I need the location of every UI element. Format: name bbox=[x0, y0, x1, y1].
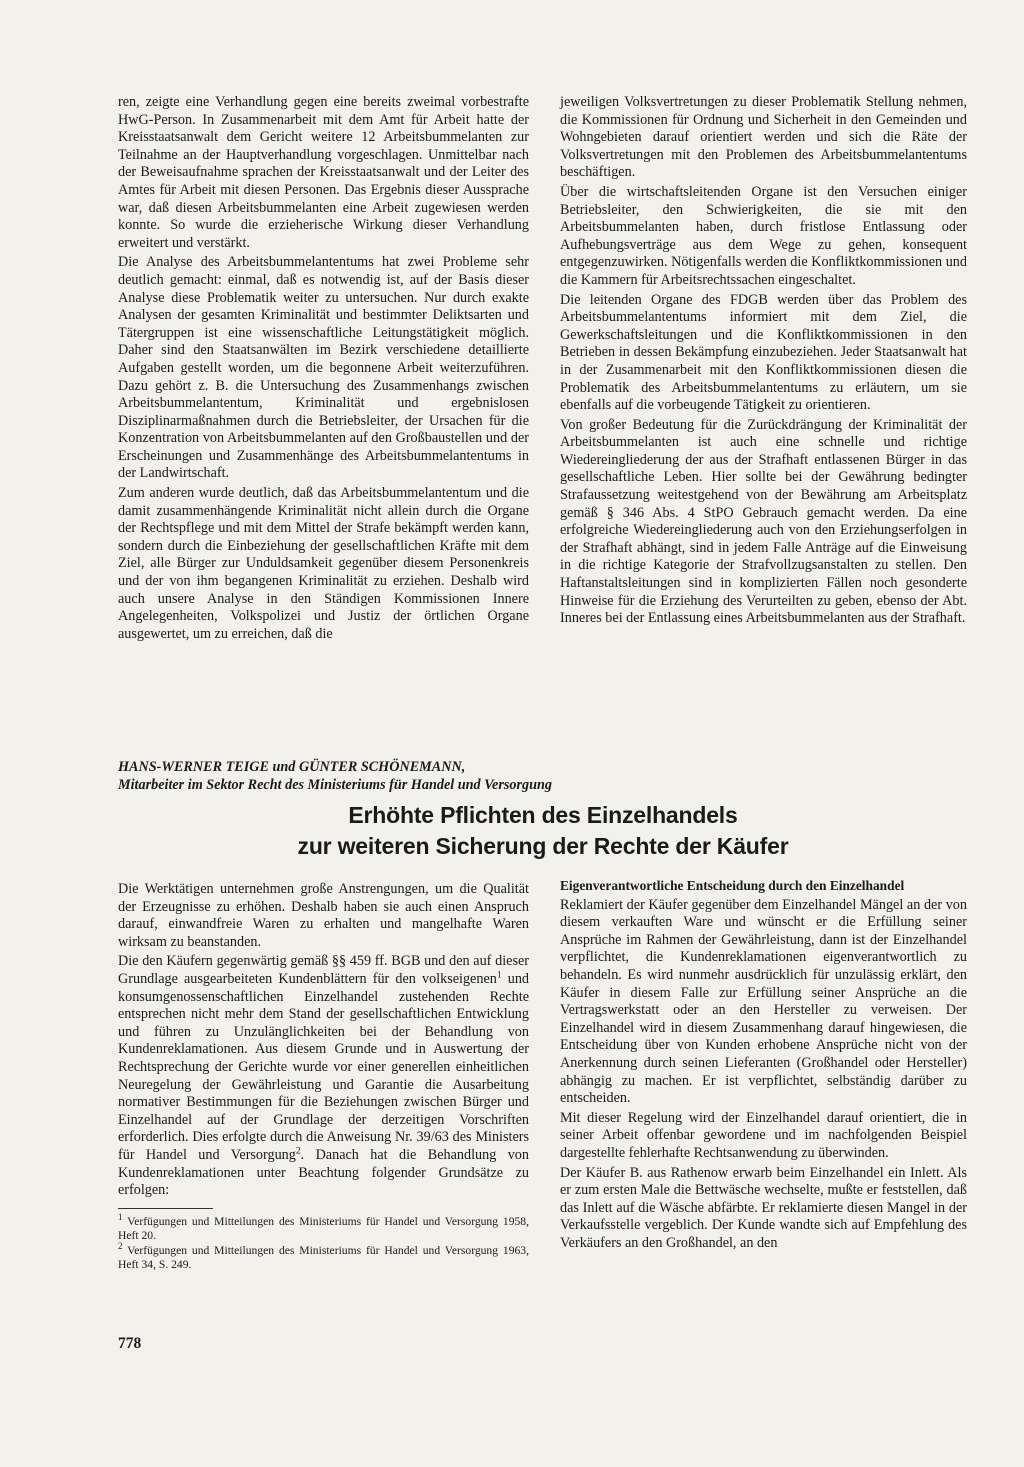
footnote-text: Verfügungen und Mitteilungen des Ministeriums für Handel und Versorgung 1963, Heft 34, S. 249. bbox=[118, 1243, 529, 1271]
article-byline bbox=[118, 758, 978, 794]
footnote bbox=[118, 1211, 529, 1243]
paragraph-text: Die den Käufern gegenwärtig gemäß §§ 459 ff. BGB und den auf dieser Grundlage ausgearbeiteten Kundenblättern für den volkseigenen bbox=[118, 953, 529, 987]
page-number: 778 bbox=[118, 1335, 142, 1352]
byline-authors: HANS-WERNER TEIGE und GÜNTER SCHÖNEMANN, bbox=[118, 759, 466, 775]
paragraph: Die Werktätigen unternehmen große Anstrengungen, um die Qualität der Erzeugnisse zu erhöhen. Deshalb haben sie auch einen Anspruch darauf, einwandfreie Waren zu erhalten und mangelhafte Waren wirksam zu beanstanden. bbox=[118, 881, 529, 950]
paragraph: Zum anderen wurde deutlich, daß das Arbeitsbummelantentum und die damit zusammenhängende Kriminalität nicht allein durch die Organe der Rechtspflege und mit dem Mittel der Strafe bekämpft werden kann, sondern durch die Einbeziehung der gesellschaftlichen Kräfte mit dem Ziel, alle Bürger zur Unduldsamkeit gegenüber diesem Personenkreis und der von ihm begangenen Kriminalität zu erziehen. Deshalb wird auch unsere Analyse in den Ständigen Kommissionen Innere Angelegenheiten, Volkspolizei und Justiz der örtlichen Organe ausgewertet, um zu erreichen, daß die bbox=[118, 485, 529, 642]
paragraph: Der Käufer B. aus Rathenow erwarb beim Einzelhandel ein Inlett. Als er zum ersten Male die Bettwäsche wechselte, mußte er feststellen, daß das Inlett auf die Wäsche abfärbte. Er reklamierte diesen Mangel in der Verkaufsstelle vergeblich. Der Kunde wandte sich auf Empfehlung des Verkäufers an den Großhandel, an den bbox=[560, 1164, 967, 1251]
paragraph: Die Analyse des Arbeitsbummelantentums hat zwei Probleme sehr deutlich gemacht: einmal, daß es notwendig ist, auf der Basis dieser Analyse diese Problematik weiter zu untersuchen. Nur durch exakte Analysen der gesamten Kriminalität und bestimmter Deliktsarten und Tätergruppen ist eine wissenschaftliche Leitungstätigkeit möglich. Daher sind den Staatsanwälten im Bezirk verschiedene detaillierte Aufgaben gestellt worden, um die begonnene Arbeit weiterzuführen. Dazu gehört z. B. die Untersuchung des Zusammenhangs zwischen Arbeitsbummelantentum, Kriminalität und ergebnislosen Disziplinarmaßnahmen durch die Betriebsleiter, der Ursachen für die Konzentration von Arbeitsbummelanten auf den Großbaustellen und der Erscheinungen und Zusammenhänge des Arbeitsbummelantentums in der Landwirtschaft. bbox=[118, 254, 529, 482]
footnote bbox=[118, 1240, 529, 1272]
paragraph: Die leitenden Organe des FDGB werden über das Problem des Arbeitsbummelantentums informiert mit dem Ziel, die Gewerkschaftsleitungen und die Konfliktkommissionen in den Betrieben in dessen Bekämpfung einzubeziehen. Jeder Staatsanwalt hat in der Zusammenarbeit mit den Konfliktkommissionen diesen die Problematik des Arbeitsbummelantentums zu erläutern, um sie ebenfalls auf die vorbeugende Tätigkeit zu orientieren. bbox=[560, 291, 967, 414]
paragraph: Mit dieser Regelung wird der Einzelhandel darauf orientiert, die in seiner Arbeit offenbar gewordene und im nachfolgenden Beispiel dargestellte fehlerhafte Rechtsanwendung zu überwinden. bbox=[560, 1109, 967, 1161]
column-top-right bbox=[560, 94, 967, 630]
footnote-ref-2: 2 bbox=[295, 1146, 301, 1157]
paragraph: ren, zeigte eine Verhandlung gegen eine bereits zweimal vorbestrafte HwG-Person. In Zusammenarbeit mit dem Amt für Arbeit hatte der Kreisstaatsanwalt dem Gericht weitere 12 Arbeitsbummelanten zur Teilnahme an der Hauptverhandlung vorgeschlagen. Unmittelbar nach der Beweisaufnahme sprachen der Kreisstaatsanwalt und der Leiter des Amtes für Arbeit mit diesen Personen. Das Ergebnis dieser Aussprache war, daß diesen Arbeitsbummelanten eine Arbeit zugewiesen werden konnte. So wurde die erzieherische Wirkung dieser Verhandlung erweitert und verstärkt. bbox=[118, 94, 529, 251]
section-subheading: Eigenverantwortliche Entscheidung durch den Einzelhandel bbox=[560, 878, 905, 893]
headline-line-2: zur weiteren Sicherung der Rechte der Käufer bbox=[297, 833, 789, 859]
paragraph-text: . Danach hat die Behandlung von Kundenreklamationen unter Beachtung folgender Grundsätze zu erfolgen: bbox=[118, 1146, 529, 1199]
paragraph: Über die wirtschaftsleitenden Organe ist den Versuchen einiger Betriebsleiter, den Schwierigkeiten, die sie mit den Arbeitsbummelanten haben, durch fristlose Entlassung oder Aufhebungsverträge aus dem Wege zu gehen, konsequent entgegenzuwirken. Nötigenfalls werden die Konfliktkommissionen und die Kammern für Arbeitsrechtssachen eingeschaltet. bbox=[560, 183, 967, 288]
article-headline bbox=[118, 800, 968, 862]
byline-affiliation: Mitarbeiter im Sektor Recht des Ministeriums für Handel und Versorgung bbox=[118, 777, 552, 793]
column-top-left bbox=[118, 94, 529, 645]
headline-line-1: Erhöhte Pflichten des Einzelhandels bbox=[348, 802, 738, 828]
footnote-number: 1 bbox=[118, 1211, 123, 1222]
paragraph-text: und konsumgenossenschaftlichen Einzelhandel zustehenden Rechte entsprechen nicht mehr dem Stand der gesellschaftlichen Entwicklung und führen zu Unzulänglichkeiten bei der Behandlung von Kundenreklamationen. Aus diesem Grunde und in Auswertung der Rechtsprechung der Gerichte wurde vor einer generellen einheitlichen Neuregelung der Gewährleistung und Garantie die Ausarbeitung normativer Bestimmungen für die Beziehungen zwischen Bürger und Einzelhandel auf der Grundlage der derzeitigen Vorschriften erforderlich. Dies erfolgte durch die Anweisung Nr. 39/63 des Ministers für Handel und Versorgung bbox=[118, 970, 530, 1163]
paragraph: Reklamiert der Käufer gegenüber dem Einzelhandel Mängel an der von diesem verkauften Ware und wünscht er die Erfüllung seiner Ansprüche im Rahmen der Gewährleistung, dann ist der Einzelhandel verpflichtet, die Kundenreklamationen eigenverantwortlich zu behandeln. Es wird nunmehr ausdrücklich für unzulässig erklärt, den Käufer in diesem Falle zur Erfüllung seiner Ansprüche an die Vertragswerkstatt oder an den Hersteller zu verweisen. Der Einzelhandel wird in diesem Zusammenhang darauf hingewiesen, die Entscheidung über von Kunden erhobene Ansprüche nicht von der Anerkennung durch seinen Lieferanten (Großhandel oder Hersteller) abhängig zu machen. Er ist verpflichtet, selbständig darüber zu entscheiden. bbox=[560, 896, 967, 1107]
footnote-divider bbox=[118, 1208, 213, 1209]
footnote-ref-1: 1 bbox=[496, 970, 502, 981]
footnote-text: Verfügungen und Mitteilungen des Ministeriums für Handel und Versorgung 1958, Heft 20. bbox=[118, 1214, 529, 1242]
footnote-number: 2 bbox=[118, 1240, 123, 1251]
column-bottom-right bbox=[560, 877, 967, 1254]
paragraph: Von großer Bedeutung für die Zurückdrängung der Kriminalität der Arbeitsbummelanten ist auch eine schnelle und richtige Wiedereingliederung der aus der Strafhaft entlassenen Bürger in das gesellschaftliche Leben. Hier sollte bei der Gewährung bedingter Strafaussetzung weitestgehend von der Bewährung am Arbeitsplatz gemäß § 346 Abs. 4 StPO Gebrauch gemacht werden. Da eine erfolgreiche Wiedereingliederung auch von den Erziehungserfolgen in der Strafhaft abhängt, sind in jedem Falle Anträge auf die Einweisung in die richtige Kategorie der Strafvollzugsanstalten zu stellen. Den Haftanstaltsleitungen sind in komplizierten Fällen noch gesonderte Hinweise für die Erziehung des Verurteilten zu geben, ebenso der Abt. Inneres bei der Entlassung eines Arbeitsbummelanten aus der Strafhaft. bbox=[560, 416, 967, 627]
column-bottom-left bbox=[118, 881, 529, 1273]
paragraph: jeweiligen Volksvertretungen zu dieser Problematik Stellung nehmen, die Kommissionen für Ordnung und Sicherheit in den Gemeinden und Wohngebieten darauf orientiert werden und sich die Räte der Volksvertretungen mit den Problemen des Arbeitsbummelantentums beschäftigen. bbox=[560, 94, 967, 181]
footnotes bbox=[118, 1211, 529, 1272]
paragraph bbox=[118, 953, 529, 1199]
